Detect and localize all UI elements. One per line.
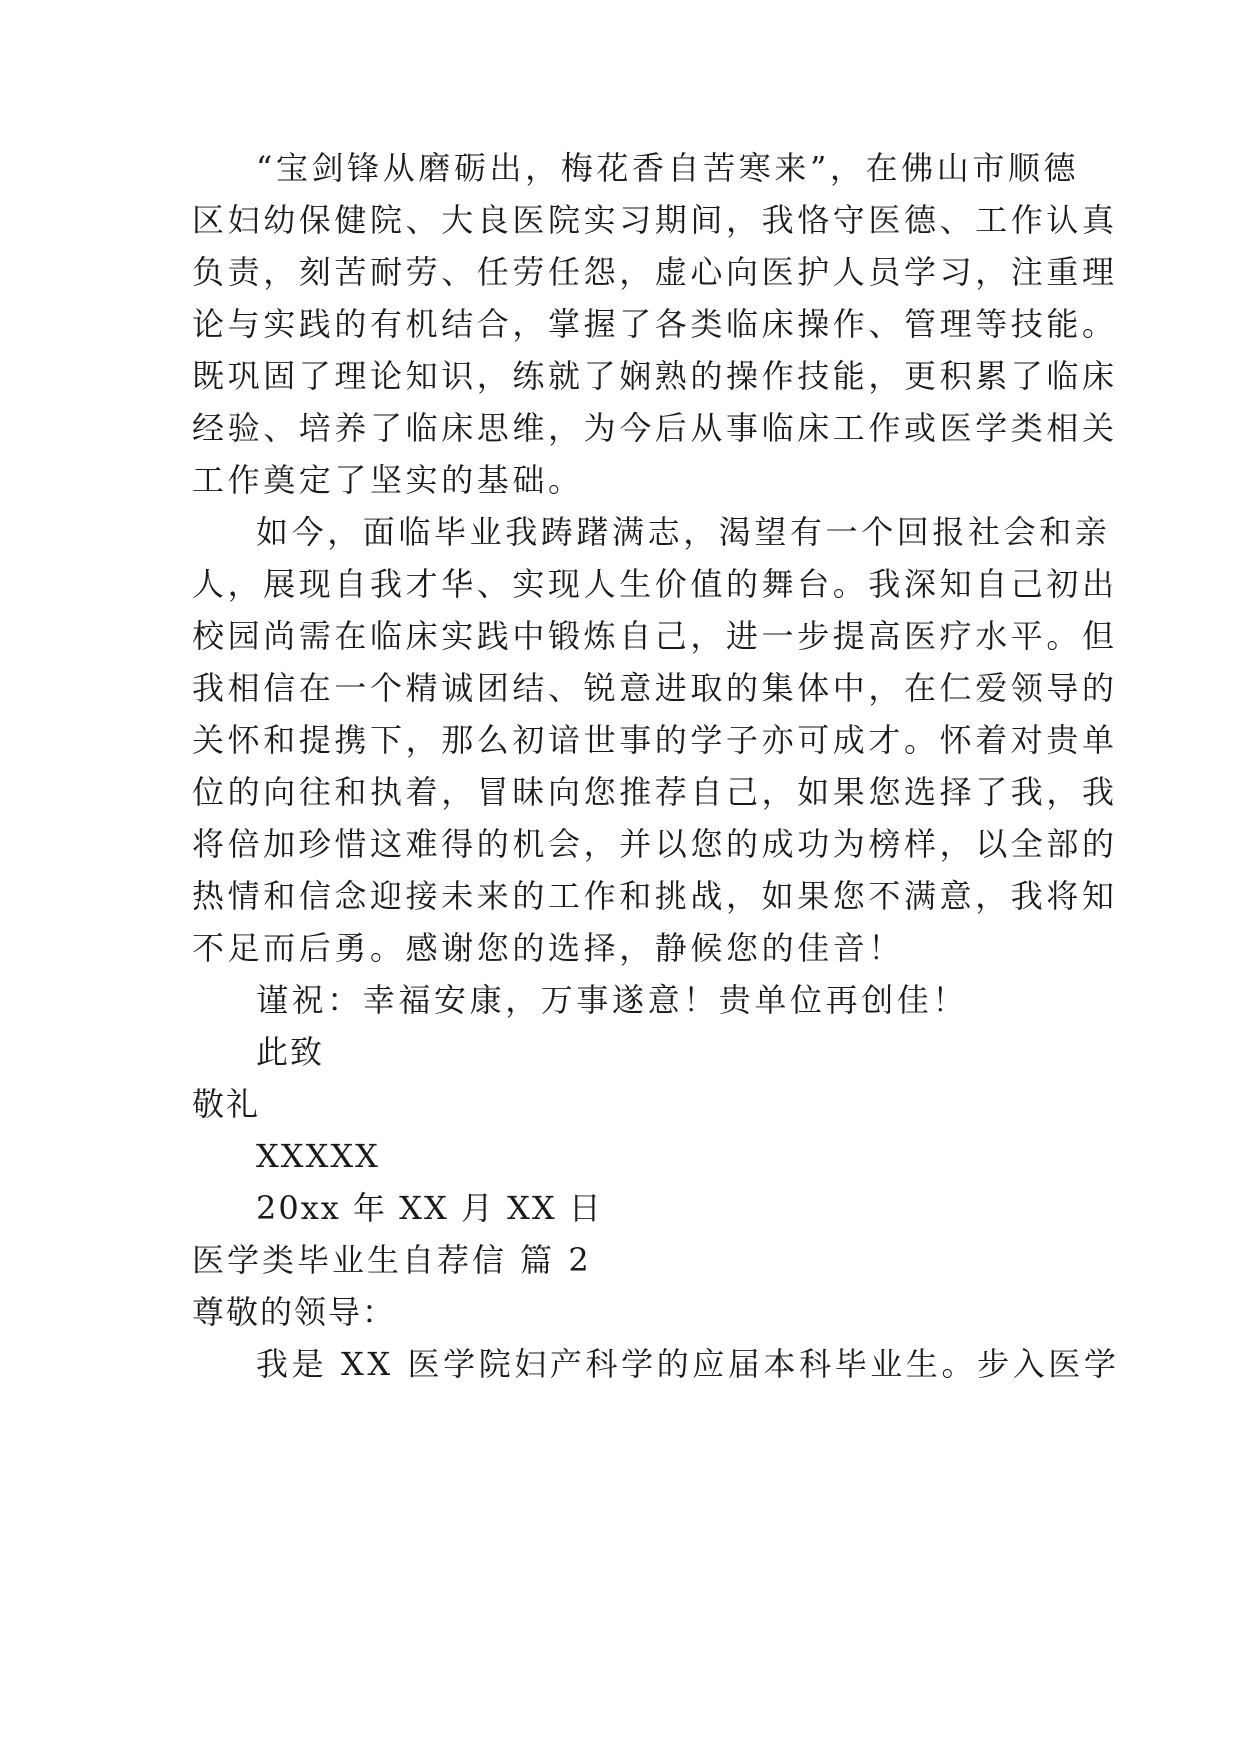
paragraph-line: 论与实践的有机结合，掌握了各类临床操作、管理等技能。 <box>192 305 1118 343</box>
section-title: 医学类毕业生自荐信 篇 2 <box>192 1241 592 1279</box>
paragraph-line: 人，展现自我才华、实现人生价值的舞台。我深知自己初出 <box>192 565 1118 603</box>
salutation: 尊敬的领导： <box>192 1293 397 1331</box>
paragraph-line: “宝剑锋从磨砺出，梅花香自苦寒来”，在佛山市顺德 <box>256 149 1080 187</box>
signature: XXXXX <box>256 1137 380 1175</box>
paragraph-line: 负责，刻苦耐劳、任劳任怨，虚心向医护人员学习，注重理 <box>192 253 1118 291</box>
paragraph-line: 既巩固了理论知识，练就了娴熟的操作技能，更积累了临床 <box>192 357 1118 395</box>
paragraph-line: 关怀和提携下，那么初谙世事的学子亦可成才。怀着对贵单 <box>192 721 1118 759</box>
paragraph-line: 位的向往和执着，冒昧向您推荐自己，如果您选择了我，我 <box>192 773 1118 811</box>
paragraph-line: 我是 XX 医学院妇产科学的应届本科毕业生。步入医学 <box>256 1345 1120 1383</box>
date: 20xx 年 XX 月 XX 日 <box>256 1189 603 1227</box>
paragraph-line: 热情和信念迎接未来的工作和挑战，如果您不满意，我将知 <box>192 877 1118 915</box>
paragraph-line: 如今，面临毕业我踌躇满志，渴望有一个回报社会和亲 <box>256 513 1111 551</box>
paragraph-line: 将倍加珍惜这难得的机会，并以您的成功为榜样，以全部的 <box>192 825 1118 863</box>
paragraph-line: 校园尚需在临床实践中锻炼自己，进一步提高医疗水平。但 <box>192 617 1118 655</box>
paragraph-line: 区妇幼保健院、大良医院实习期间，我恪守医德、工作认真 <box>192 201 1118 239</box>
closing-line-1: 此致 <box>256 1033 325 1071</box>
closing-line-2: 敬礼 <box>192 1085 261 1123</box>
wishes-line: 谨祝：幸福安康，万事遂意！贵单位再创佳！ <box>256 981 969 1019</box>
paragraph-line: 工作奠定了坚实的基础。 <box>192 461 584 499</box>
paragraph-line: 我相信在一个精诚团结、锐意进取的集体中，在仁爱领导的 <box>192 669 1118 707</box>
paragraph-line: 不足而后勇。感谢您的选择，静候您的佳音！ <box>192 929 905 967</box>
paragraph-line: 经验、培养了临床思维，为今后从事临床工作或医学类相关 <box>192 409 1118 447</box>
